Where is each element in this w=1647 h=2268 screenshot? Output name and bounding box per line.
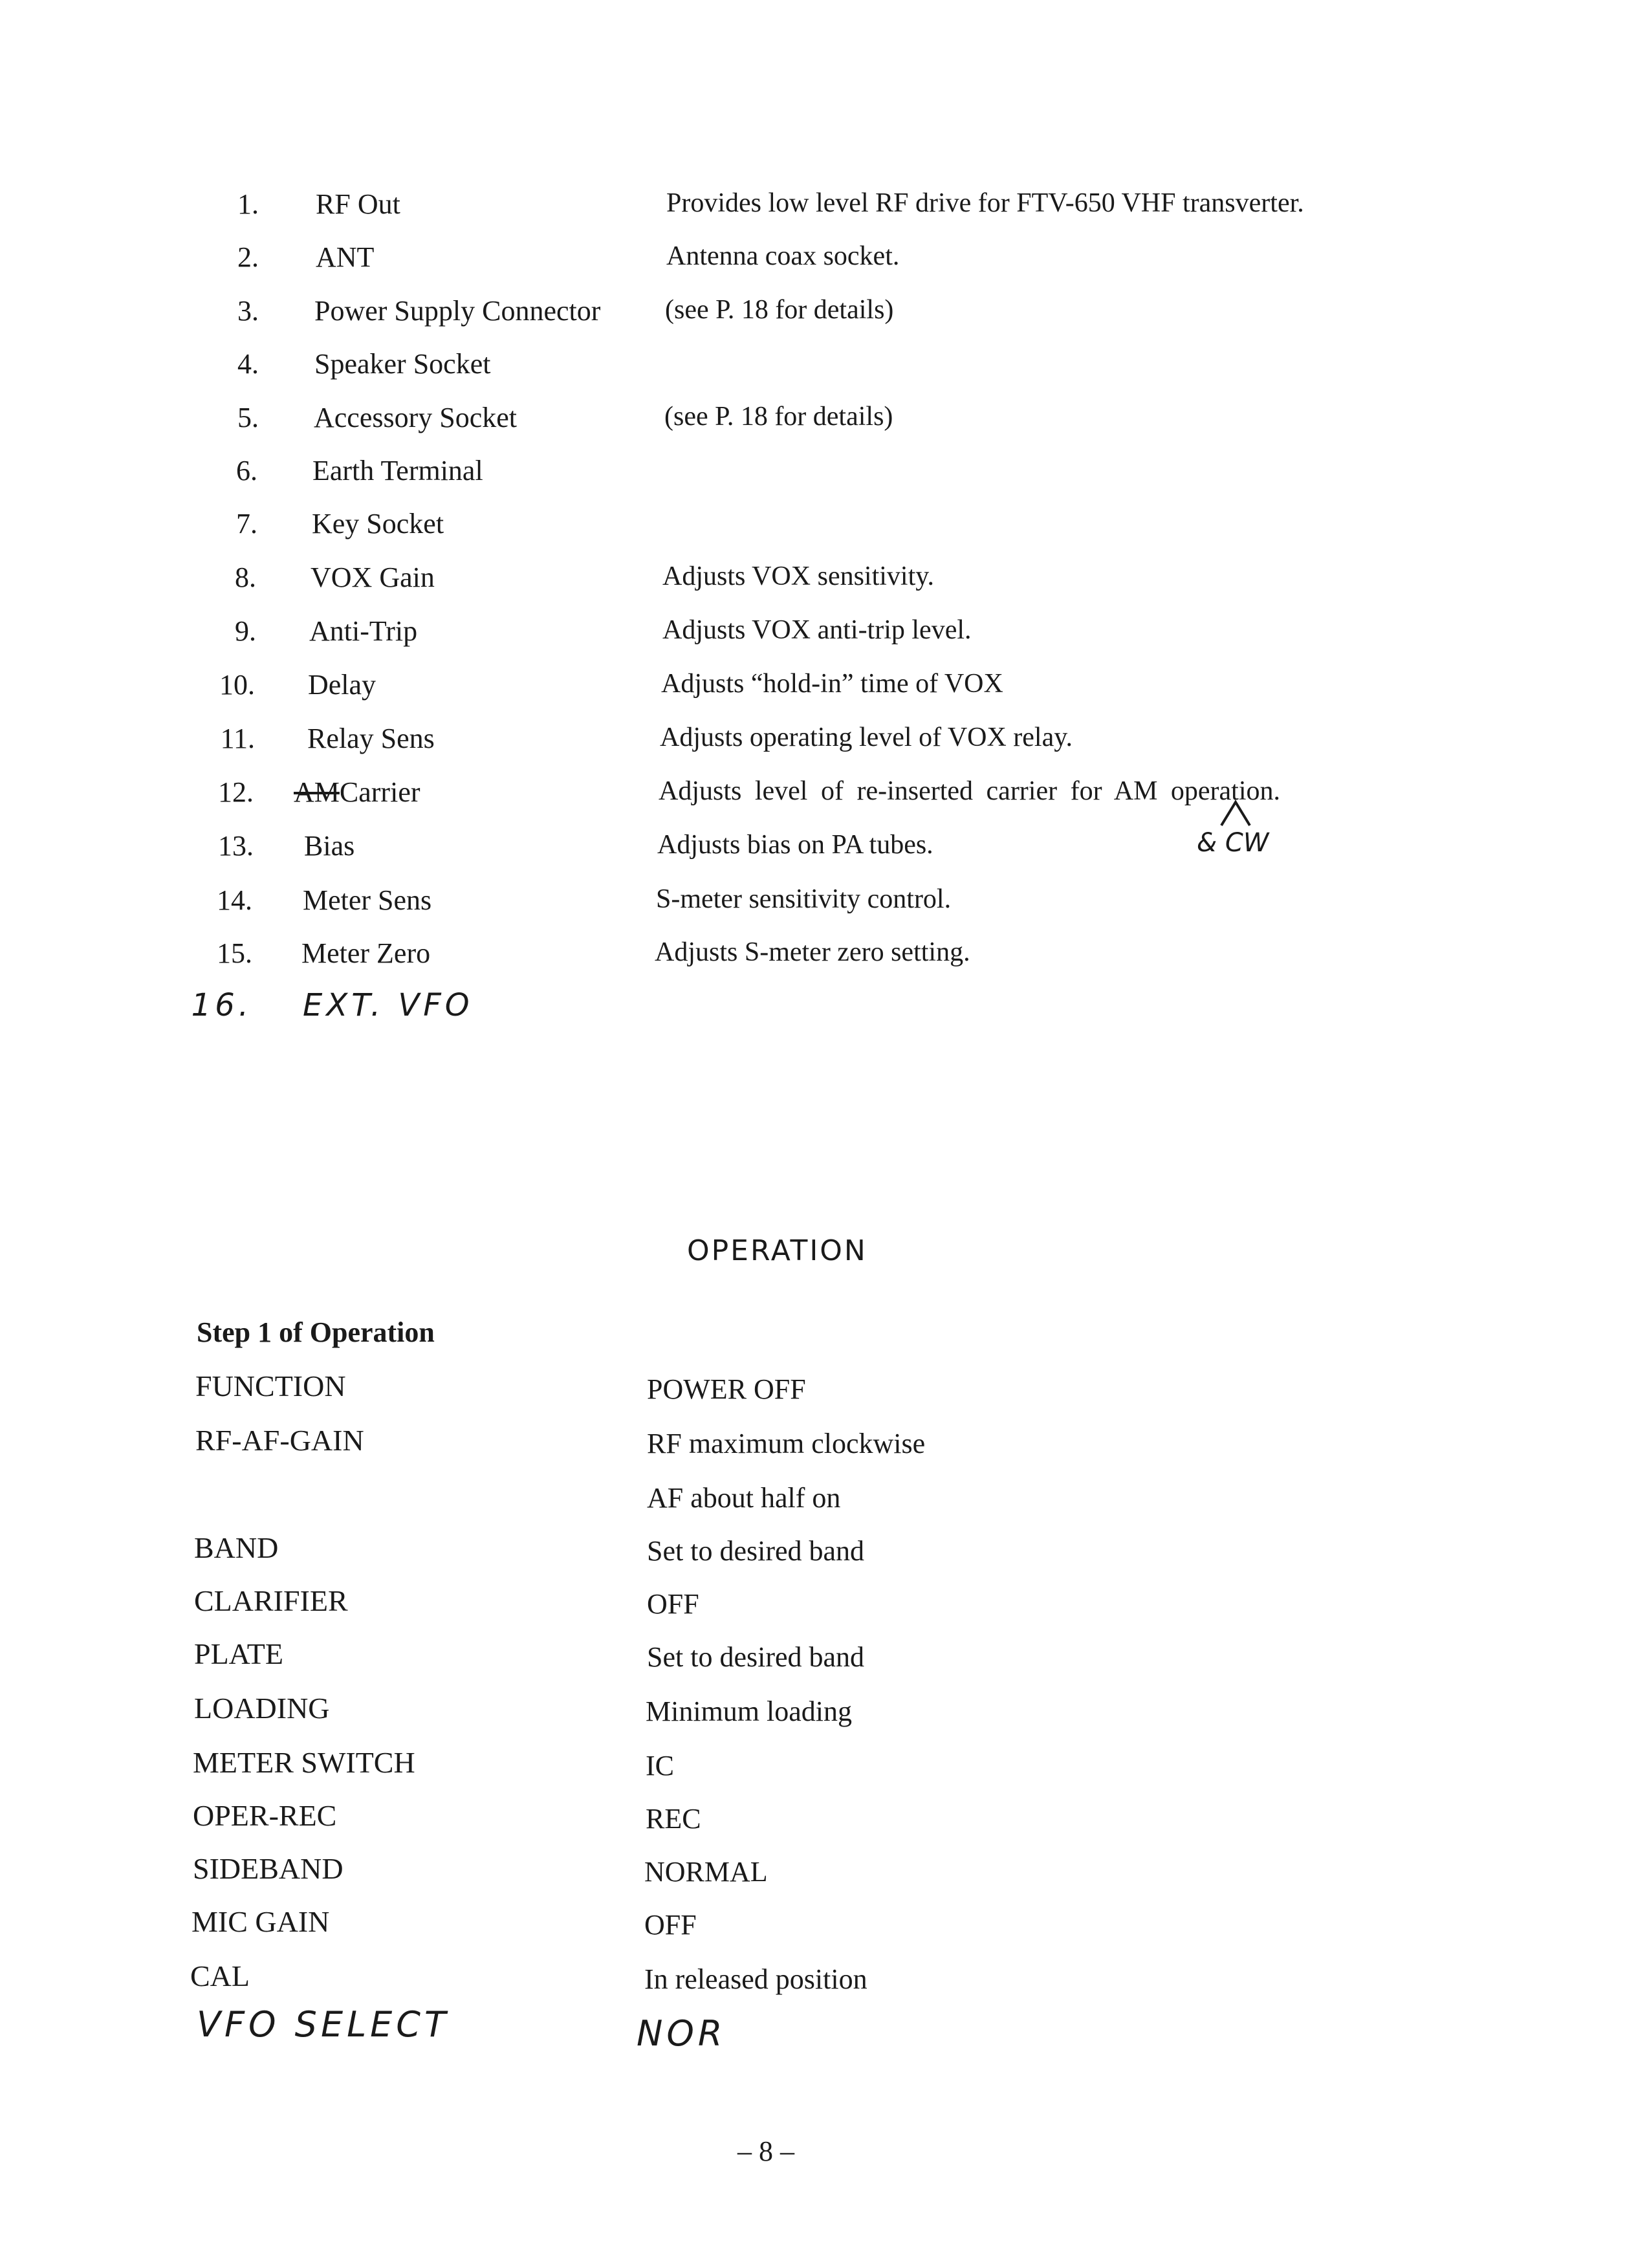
setting-label: LOADING <box>194 1692 330 1725</box>
setting-label: CAL <box>190 1959 250 1992</box>
control-number: 2. <box>237 241 259 273</box>
control-description: Adjusts level of re-inserted carrier for AM operation. <box>659 776 1281 806</box>
setting-label: SIDEBAND <box>193 1852 344 1885</box>
setting-label: FUNCTION <box>195 1369 346 1402</box>
setting-value: POWER OFF <box>647 1373 806 1405</box>
control-name: Accessory Socket <box>314 402 518 433</box>
setting-label: RF-AF-GAIN <box>195 1424 364 1457</box>
control-number: 14. <box>217 884 252 916</box>
control-name: Meter Zero <box>301 937 431 969</box>
control-number: 3. <box>237 295 259 327</box>
setting-value: RF maximum clockwise <box>647 1428 926 1459</box>
setting-value: OFF <box>647 1588 699 1620</box>
section-heading: OPERATION <box>687 1234 867 1267</box>
setting-value: IC <box>646 1750 674 1782</box>
control-description: (see P. 18 for details) <box>664 402 893 431</box>
setting-value: In released position <box>644 1963 867 1995</box>
control-name: Earth Terminal <box>312 455 483 486</box>
control-number: 9. <box>235 615 256 647</box>
control-name: Bias <box>304 830 355 862</box>
control-name: VOX Gain <box>311 562 435 593</box>
control-number: 6. <box>236 455 257 486</box>
control-number: 5. <box>237 402 259 433</box>
setting-value: NORMAL <box>644 1856 768 1888</box>
step-title: Step 1 of Operation <box>197 1316 435 1348</box>
caret-mark-icon <box>1216 797 1255 829</box>
control-number: 1. <box>237 188 259 220</box>
struck-text: AM <box>294 776 340 808</box>
control-description: Adjusts operating level of VOX relay. <box>660 723 1073 752</box>
setting-value: Set to desired band <box>647 1641 865 1673</box>
setting-value: NOR <box>637 2013 726 2054</box>
control-number: 16. <box>191 987 252 1023</box>
control-number: 7. <box>236 508 257 540</box>
control-number: 12. <box>218 776 254 808</box>
setting-value: OFF <box>644 1909 697 1941</box>
control-number: 11. <box>220 723 255 754</box>
control-name: Key Socket <box>312 508 444 540</box>
setting-value: AF about half on <box>647 1482 841 1514</box>
setting-label: VFO SELECT <box>197 2004 450 2045</box>
control-description: Adjusts VOX sensitivity. <box>662 562 935 591</box>
control-name: Relay Sens <box>307 723 435 754</box>
control-description: Antenna coax socket. <box>666 241 900 271</box>
control-name: Meter Sens <box>303 884 432 916</box>
control-number: 8. <box>235 562 256 593</box>
control-name: Anti-Trip <box>309 615 418 647</box>
control-name: Power Supply Connector <box>314 295 601 327</box>
control-description: (see P. 18 for details) <box>665 295 894 325</box>
control-number: 10. <box>219 669 255 701</box>
control-description: Provides low level RF drive for FTV-650 VHF transverter. <box>666 188 1304 218</box>
page-number: – 8 – <box>737 2135 794 2167</box>
control-description: S-meter sensitivity control. <box>656 884 952 914</box>
control-number: 13. <box>218 830 254 862</box>
control-description: Adjusts “hold-in” time of VOX <box>661 669 1003 699</box>
setting-label: BAND <box>194 1531 279 1564</box>
setting-value: Set to desired band <box>647 1535 865 1567</box>
control-number: 4. <box>237 348 259 380</box>
control-name-text: Carrier <box>339 776 420 808</box>
control-name: ANT <box>316 241 375 273</box>
setting-value: Minimum loading <box>646 1696 852 1727</box>
control-description: Adjusts S-meter zero setting. <box>655 937 970 967</box>
control-description: Adjusts bias on PA tubes. <box>657 830 933 860</box>
control-description: Adjusts VOX anti-trip level. <box>662 615 972 645</box>
control-name: Speaker Socket <box>314 348 491 380</box>
control-name: Delay <box>308 669 376 701</box>
setting-label: CLARIFIER <box>194 1584 348 1617</box>
setting-label: MIC GAIN <box>191 1905 330 1938</box>
control-name: EXT. VFO <box>303 987 474 1023</box>
setting-label: PLATE <box>194 1637 283 1670</box>
control-name <box>294 776 420 809</box>
control-name: RF Out <box>316 188 400 220</box>
control-number: 15. <box>217 937 252 969</box>
handwritten-annotation: & CW <box>1197 828 1269 858</box>
setting-value: REC <box>646 1803 701 1835</box>
setting-label: OPER-REC <box>193 1799 337 1832</box>
setting-label: METER SWITCH <box>193 1746 415 1779</box>
